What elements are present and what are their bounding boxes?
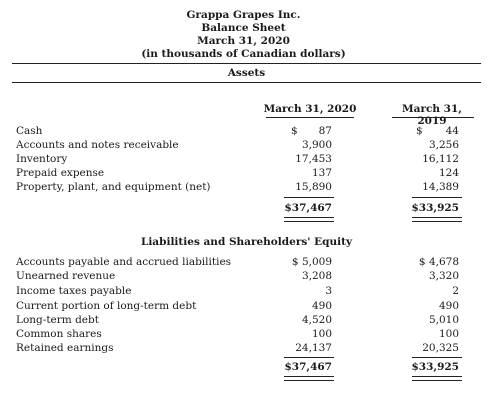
column-head-2020-underline xyxy=(266,117,354,118)
value-2019: 44 xyxy=(445,125,459,137)
liability-row xyxy=(0,285,487,297)
liability-row xyxy=(0,314,487,326)
asset-row xyxy=(0,125,487,137)
column-head-2020: March 31, 2020 xyxy=(263,103,357,115)
row-label: Common shares xyxy=(16,328,102,340)
subtotal-rule-2019 xyxy=(412,197,462,198)
value-2020: 15,890 xyxy=(295,181,332,193)
value-2020: 17,453 xyxy=(295,153,332,165)
value-2019: 100 xyxy=(438,328,459,340)
row-label: Long-term debt xyxy=(16,314,99,326)
value-2020: 490 xyxy=(311,300,332,312)
value-2019: 2 xyxy=(452,285,459,297)
liabilities-total-row xyxy=(0,361,487,373)
column-head-2019-underline xyxy=(392,117,474,118)
value-2020: 87 xyxy=(318,125,332,137)
value-2019: 124 xyxy=(438,167,459,179)
liabilities-title: Liabilities and Shareholders' Equity xyxy=(140,236,353,248)
double-underline-2019 xyxy=(412,376,462,381)
assets-total-row xyxy=(0,202,487,214)
value-2020: 3,900 xyxy=(301,139,332,151)
liability-row xyxy=(0,256,487,268)
value-2019: 16,112 xyxy=(422,153,459,165)
currency-symbol: $ xyxy=(291,125,298,137)
row-label: Retained earnings xyxy=(16,342,114,354)
units-note: (in thousands of Canadian dollars) xyxy=(141,48,346,60)
value-2019: 14,389 xyxy=(422,181,459,193)
total-assets-2020: $37,467 xyxy=(284,202,332,214)
row-label: Property, plant, and equipment (net) xyxy=(16,181,211,193)
statement-title: Balance Sheet xyxy=(201,22,286,34)
total-assets-2019: $33,925 xyxy=(411,202,459,214)
double-underline-2020 xyxy=(284,376,334,381)
value-2020: $ 5,009 xyxy=(291,256,332,268)
liability-row xyxy=(0,270,487,282)
asset-row xyxy=(0,181,487,193)
value-2019: 490 xyxy=(438,300,459,312)
value-2020: 100 xyxy=(311,328,332,340)
double-underline-2019 xyxy=(412,217,462,222)
row-label: Accounts and notes receivable xyxy=(16,139,179,151)
value-2020: 3 xyxy=(325,285,332,297)
liability-row xyxy=(0,328,487,340)
value-2019: 20,325 xyxy=(422,342,459,354)
subtotal-rule-2020 xyxy=(284,357,334,358)
value-2020: 24,137 xyxy=(295,342,332,354)
company-name: Grappa Grapes Inc. xyxy=(186,9,301,21)
statement-date: March 31, 2020 xyxy=(197,35,290,47)
row-label: Current portion of long-term debt xyxy=(16,300,197,312)
liability-row xyxy=(0,300,487,312)
asset-row xyxy=(0,139,487,151)
asset-row xyxy=(0,167,487,179)
row-label: Inventory xyxy=(16,153,68,165)
row-label: Cash xyxy=(16,125,43,137)
header-rule-top xyxy=(12,63,481,64)
liability-row xyxy=(0,342,487,354)
value-2019: 3,256 xyxy=(428,139,459,151)
value-2020: 4,520 xyxy=(301,314,332,326)
assets-title: Assets xyxy=(227,67,266,79)
subtotal-rule-2019 xyxy=(412,357,462,358)
row-label: Prepaid expense xyxy=(16,167,105,179)
subtotal-rule-2020 xyxy=(284,197,334,198)
column-head-2019: March 31, 2019 xyxy=(402,103,462,127)
value-2019: 3,320 xyxy=(428,270,459,282)
header-rule-bottom xyxy=(12,82,481,83)
value-2019: 5,010 xyxy=(428,314,459,326)
value-2019: $ 4,678 xyxy=(418,256,459,268)
row-label: Income taxes payable xyxy=(16,285,132,297)
currency-symbol: $ xyxy=(416,125,423,137)
row-label: Accounts payable and accrued liabilities xyxy=(16,256,232,268)
double-underline-2020 xyxy=(284,217,334,222)
row-label: Unearned revenue xyxy=(16,270,116,282)
value-2020: 137 xyxy=(311,167,332,179)
value-2020: 3,208 xyxy=(301,270,332,282)
total-liabilities-equity-2020: $37,467 xyxy=(284,361,332,373)
total-liabilities-equity-2019: $33,925 xyxy=(411,361,459,373)
asset-row xyxy=(0,153,487,165)
